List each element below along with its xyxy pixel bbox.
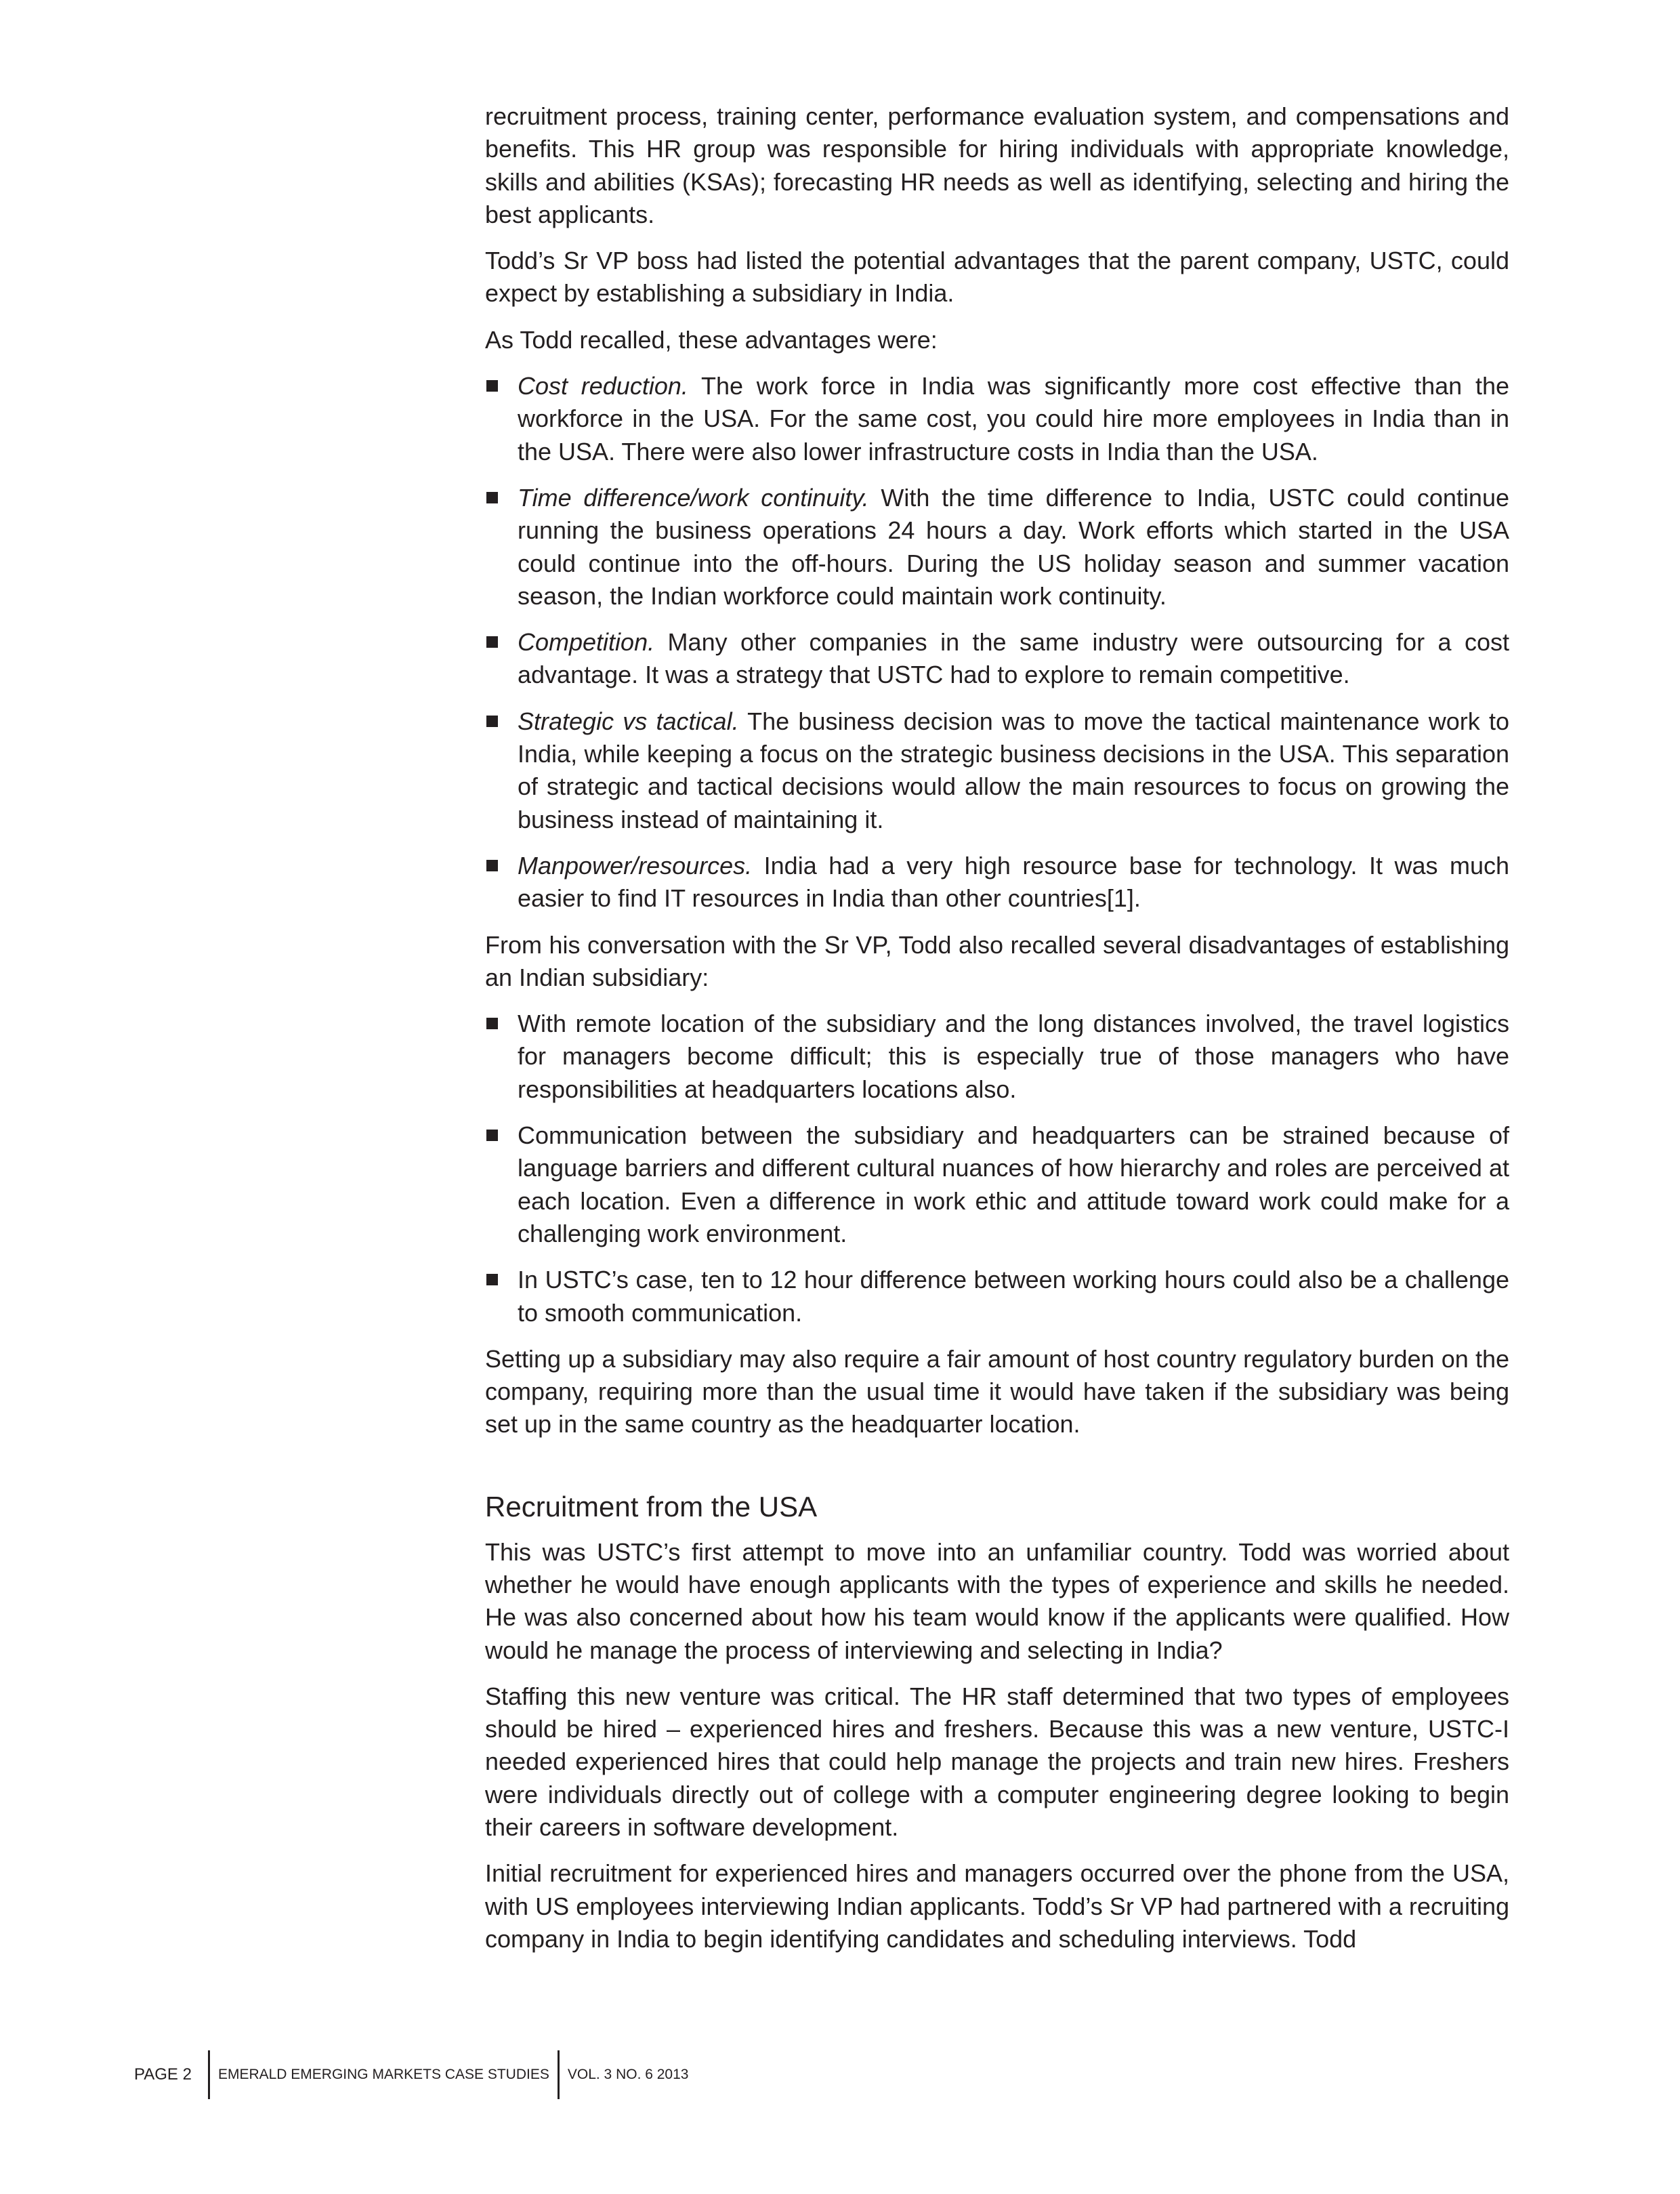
advantage-lead: Time difference/work continuity. [518,483,869,512]
disadvantage-text: In USTC’s case, ten to 12 hour difference between working hours could also be a challenge to smooth communication. [518,1266,1509,1327]
disadvantage-item [485,1264,1509,1329]
square-bullet-icon [486,492,498,503]
advantage-item [485,705,1509,836]
disadvantages-intro: From his conversation with the Sr VP, Todd also recalled several disadvantages of establishing an Indian subsidiary: [485,930,1509,991]
square-bullet-icon [486,1018,498,1029]
body-paragraph: Setting up a subsidiary may also require a fair amount of host country regulatory burden on the company, requiring more than the usual time it would have taken if the subsidiary was being set up in the same country as the headquarter location. [485,1344,1509,1438]
advantages-list [485,370,1509,915]
advantage-lead: Manpower/resources. [518,851,753,879]
disadvantage-item [485,1119,1509,1250]
disadvantage-text: Communication between the subsidiary and headquarters can be strained because of language barriers and different cultural nuances of how hierarchy and roles are perceived at each location. Even a difference in work ethic and attitude toward work could make for a challenging work environment. [518,1121,1509,1247]
square-bullet-icon [486,380,498,392]
square-bullet-icon [486,636,498,648]
advantage-text: The work force in India was significantly more cost effective than the workforce in the USA. For the same cost, you could hire more employees in India than in the USA. There were also lower infrastructure costs in India than the USA. [518,372,1509,465]
square-bullet-icon [486,1130,498,1141]
footer-divider [558,2050,560,2099]
square-bullet-icon [486,1274,498,1285]
article-body [485,100,1509,1969]
disadvantage-item [485,1008,1509,1106]
advantage-text: With the time difference to India, USTC could continue running the business operations 24 hours a day. Work efforts which started in the USA could continue into the off-hours. During the US holiday season and summer vacation season, the Indian workforce could maintain work continuity. [518,483,1509,610]
advantage-text: The business decision was to move the tactical maintenance work to India, while keeping a focus on the strategic business decisions in the USA. This separation of strategic and tactical decisions would allow the main resources to focus on growing the business instead of maintaining it. [518,707,1509,833]
page-footer [134,2056,688,2094]
advantage-item [485,482,1509,613]
page-number: PAGE 2 [134,2065,192,2084]
advantage-lead: Cost reduction. [518,372,688,400]
square-bullet-icon [486,860,498,871]
disadvantages-list [485,1008,1509,1329]
body-paragraph: Staffing this new venture was critical. The HR staff determined that two types of employees should be hired – experienced hires and freshers. Because this was a new venture, USTC-I needed experienced hires that could help manage the projects and train new hires. Freshers were individuals directly out of college with a computer engineering degree looking to begin their careers in software development. [485,1682,1509,1842]
body-paragraph: This was USTC’s first attempt to move into an unfamiliar country. Todd was worried about whether he would have enough applicants with the types of experience and skills he needed. He was also concerned about how his team would know if the applicants were qualified. How would he manage the process of interviewing and selecting in India? [485,1537,1509,1664]
advantage-item [485,370,1509,468]
disadvantage-text: With remote location of the subsidiary and the long distances involved, the travel logistics for managers become difficult; this is especially true of those managers who have responsibilities at headquarters locations also. [518,1010,1509,1103]
volume-info: VOL. 3 NO. 6 2013 [567,2067,689,2082]
advantage-lead: Competition. [518,628,655,657]
advantage-text: Many other companies in the same industry were outsourcing for a cost advantage. It was a strategy that USTC had to explore to remain competitive. [518,628,1509,689]
square-bullet-icon [486,716,498,727]
advantage-item [485,850,1509,915]
body-paragraph: Initial recruitment for experienced hires and managers occurred over the phone from the USA, with US employees interviewing Indian applicants. Todd’s Sr VP had partnered with a recruiting company in India to begin identifying candidates and scheduling interviews. Todd [485,1859,1509,1953]
body-paragraph: As Todd recalled, these advantages were: [485,325,938,354]
footer-divider [208,2050,210,2099]
section-heading: Recruitment from the USA [485,1490,818,1523]
advantage-text: India had a very high resource base for technology. It was much easier to find IT resources in India than other countries[1]. [518,851,1509,913]
advantage-lead: Strategic vs tactical. [518,707,739,735]
advantage-item [485,626,1509,692]
body-paragraph: Todd’s Sr VP boss had listed the potential advantages that the parent company, USTC, could expect by establishing a subsidiary in India. [485,247,1509,308]
journal-title: EMERALD EMERGING MARKETS CASE STUDIES [217,2067,549,2082]
body-paragraph: recruitment process, training center, performance evaluation system, and compensations and benefits. This HR group was responsible for hiring individuals with appropriate knowledge, skills and abilities (KSAs); forecasting HR needs as well as identifying, selecting and hiring the best applicants. [485,102,1509,228]
